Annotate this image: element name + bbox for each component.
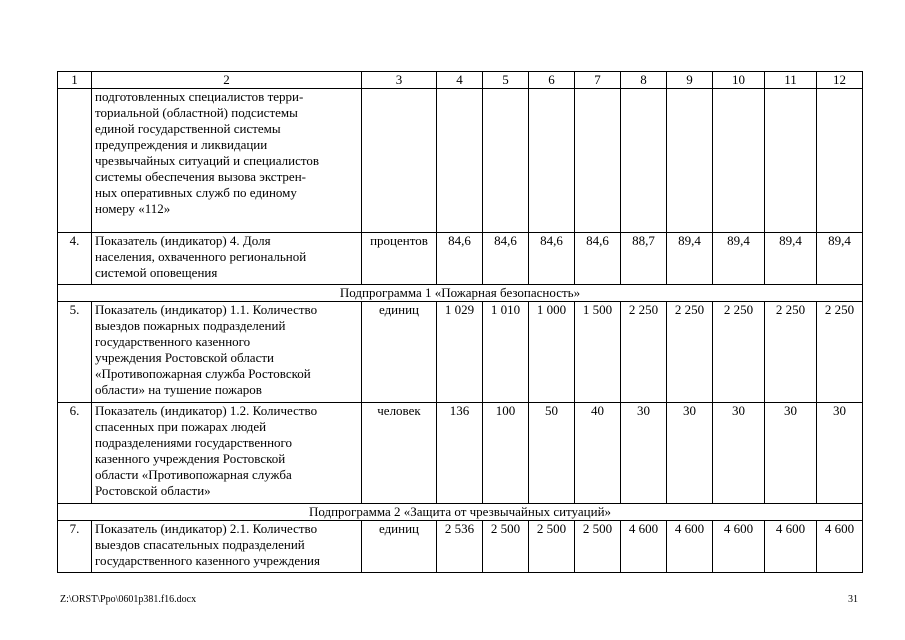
page-number: 31 xyxy=(848,594,858,605)
value-cell xyxy=(765,89,817,233)
value-cell: 89,4 xyxy=(667,233,713,285)
value-cell: 40 xyxy=(575,403,621,504)
value-cell: 84,6 xyxy=(483,233,529,285)
value-cell xyxy=(667,89,713,233)
value-cell: 2 536 xyxy=(437,521,483,573)
header-cell: 1 xyxy=(58,72,92,89)
value-cell: 1 500 xyxy=(575,302,621,403)
row-number: 7. xyxy=(58,521,92,573)
header-cell: 10 xyxy=(713,72,765,89)
header-cell: 6 xyxy=(529,72,575,89)
unit-cell: процентов xyxy=(362,233,437,285)
value-cell: 30 xyxy=(621,403,667,504)
header-cell: 7 xyxy=(575,72,621,89)
row-number xyxy=(58,89,92,233)
value-cell: 4 600 xyxy=(667,521,713,573)
value-cell: 84,6 xyxy=(437,233,483,285)
header-cell: 8 xyxy=(621,72,667,89)
header-cell: 3 xyxy=(362,72,437,89)
value-cell: 4 600 xyxy=(713,521,765,573)
value-cell: 89,4 xyxy=(817,233,863,285)
value-cell: 89,4 xyxy=(713,233,765,285)
value-cell: 2 500 xyxy=(483,521,529,573)
value-cell xyxy=(483,89,529,233)
value-cell: 136 xyxy=(437,403,483,504)
value-cell: 2 250 xyxy=(621,302,667,403)
value-cell: 1 010 xyxy=(483,302,529,403)
value-cell: 89,4 xyxy=(765,233,817,285)
subprogram-2-heading: Подпрограмма 2 «Защита от чрезвычайных ситуаций» xyxy=(58,504,863,521)
subprogram-1-heading: Подпрограмма 1 «Пожарная безопасность» xyxy=(58,285,863,302)
indicators-table xyxy=(57,71,863,573)
value-cell xyxy=(575,89,621,233)
row-number: 4. xyxy=(58,233,92,285)
value-cell: 30 xyxy=(667,403,713,504)
value-cell: 1 029 xyxy=(437,302,483,403)
unit-cell xyxy=(362,89,437,233)
indicator-label: Показатель (индикатор) 1.2. Количество спасенных при пожарах людей подразделениями государственного казенного учреждения Ростовской области «Противопожарная служба Ростовской области» xyxy=(92,403,362,504)
value-cell: 4 600 xyxy=(817,521,863,573)
table-row xyxy=(58,302,863,403)
value-cell: 88,7 xyxy=(621,233,667,285)
indicator-label: Показатель (индикатор) 2.1. Количество выездов спасательных подразделений государственного казенного учреждения xyxy=(92,521,362,573)
header-cell: 5 xyxy=(483,72,529,89)
value-cell xyxy=(621,89,667,233)
table-row xyxy=(58,521,863,573)
section-heading-row xyxy=(58,504,863,521)
table-row xyxy=(58,233,863,285)
indicator-label: Показатель (индикатор) 1.1. Количество выездов пожарных подразделений государственного казенного учреждения Ростовской области «Противопожарная служба Ростовской области» на тушение пожаров xyxy=(92,302,362,403)
table-row xyxy=(58,403,863,504)
header-cell: 9 xyxy=(667,72,713,89)
value-cell: 2 250 xyxy=(765,302,817,403)
value-cell xyxy=(713,89,765,233)
header-cell: 2 xyxy=(92,72,362,89)
value-cell: 4 600 xyxy=(621,521,667,573)
value-cell xyxy=(529,89,575,233)
section-heading-row xyxy=(58,285,863,302)
value-cell: 2 500 xyxy=(529,521,575,573)
value-cell: 30 xyxy=(765,403,817,504)
table-row xyxy=(58,89,863,233)
indicator-label: подготовленных специалистов терри- ториальной (областной) подсистемы единой государственной системы предупреждения и ликвидации чрезвычайных ситуаций и специалистов системы обеспечения вызова экстрен- ных оперативных служб по единому номеру «112» xyxy=(92,89,362,233)
header-cell: 11 xyxy=(765,72,817,89)
unit-cell: единиц xyxy=(362,521,437,573)
value-cell: 84,6 xyxy=(575,233,621,285)
table-header-row xyxy=(58,72,863,89)
unit-cell: единиц xyxy=(362,302,437,403)
row-number: 6. xyxy=(58,403,92,504)
value-cell: 2 250 xyxy=(817,302,863,403)
indicator-label: Показатель (индикатор) 4. Доля населения, охваченного региональной системой оповещения xyxy=(92,233,362,285)
value-cell: 2 500 xyxy=(575,521,621,573)
value-cell: 1 000 xyxy=(529,302,575,403)
row-number: 5. xyxy=(58,302,92,403)
value-cell xyxy=(437,89,483,233)
value-cell: 30 xyxy=(713,403,765,504)
value-cell: 4 600 xyxy=(765,521,817,573)
value-cell: 100 xyxy=(483,403,529,504)
header-cell: 12 xyxy=(817,72,863,89)
value-cell: 84,6 xyxy=(529,233,575,285)
value-cell: 2 250 xyxy=(713,302,765,403)
footer-file-path: Z:\ORST\Ppo\0601p381.f16.docx xyxy=(60,594,197,605)
unit-cell: человек xyxy=(362,403,437,504)
value-cell xyxy=(817,89,863,233)
value-cell: 50 xyxy=(529,403,575,504)
value-cell: 30 xyxy=(817,403,863,504)
header-cell: 4 xyxy=(437,72,483,89)
value-cell: 2 250 xyxy=(667,302,713,403)
